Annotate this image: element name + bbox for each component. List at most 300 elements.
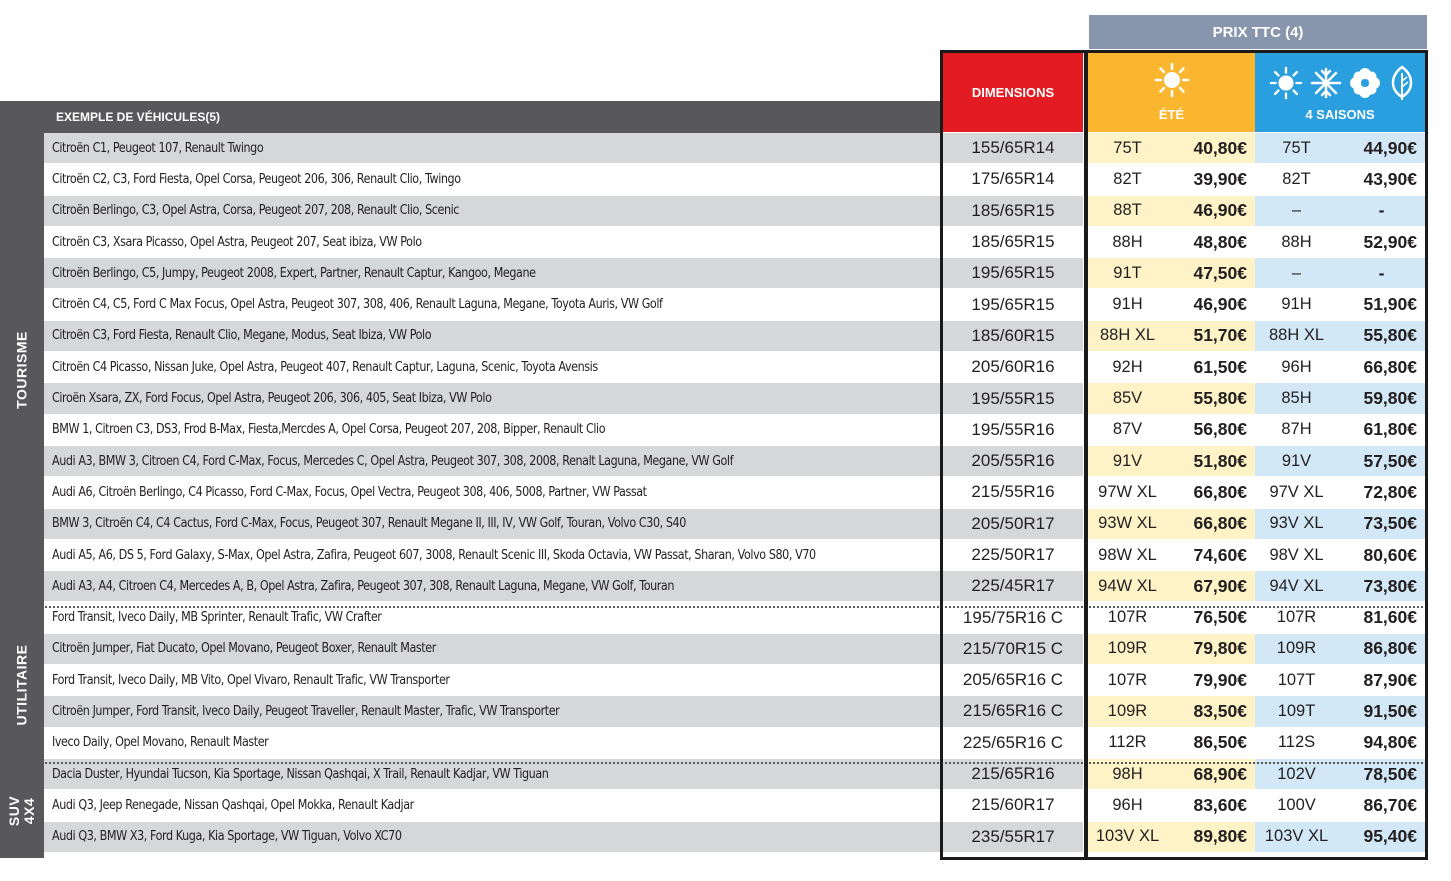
table-row: [44, 571, 1426, 602]
ete-code-cell: [1088, 227, 1167, 257]
category-tourisme: [0, 133, 44, 607]
ete-price-cell: [1167, 665, 1255, 695]
category-utilitaire: [0, 607, 44, 763]
ete-price-cell-text: 39,90€: [1193, 168, 1247, 189]
ete-price-cell-text: 67,90€: [1193, 575, 1247, 596]
vehicles-cell: [44, 696, 940, 726]
ete-price-cell-text: 79,90€: [1193, 669, 1247, 690]
ete-price-cell: [1167, 634, 1255, 664]
s4-price-cell-text: 57,50€: [1363, 450, 1417, 471]
vehicles-cell-text: Dacia Duster, Hyundai Tucson, Kia Sportage, Nissan Qashqai, X Trail, Renault Kadjar, VW Tiguan: [52, 766, 549, 782]
leaf-icon: [1389, 65, 1415, 101]
s4-price-cell: [1338, 133, 1425, 163]
s4-price-cell-text: -: [1378, 262, 1385, 283]
vehicles-cell: [44, 634, 940, 664]
ete-label: ÉTÉ: [1158, 107, 1185, 122]
prix-ttc-header: [1089, 15, 1427, 49]
s4-price-cell-text: 73,50€: [1363, 513, 1417, 534]
vehicles-header: [0, 101, 940, 133]
dimension-cell-text: 195/55R15: [971, 388, 1055, 408]
ete-price-cell: [1167, 227, 1255, 257]
s4-code-cell-text: 107R: [1276, 608, 1317, 627]
ete-code-cell-text: 85V: [1112, 389, 1143, 408]
ete-price-cell-text: 51,80€: [1193, 450, 1247, 471]
category-suv-line2: 4X4: [21, 797, 37, 824]
s4-price-cell-text: 86,70€: [1363, 794, 1417, 815]
s4-price-cell-text: 66,80€: [1363, 356, 1417, 377]
s4-price-cell: [1338, 446, 1425, 476]
s4-code-cell-text: 93V XL: [1269, 514, 1324, 533]
s4-code-cell-text: –: [1291, 201, 1302, 220]
ete-code-cell-text: 93W XL: [1098, 514, 1157, 533]
s4-code-cell-text: 75T: [1282, 138, 1311, 157]
ete-code-cell: [1088, 164, 1167, 194]
vehicles-cell-text: Citroën Jumper, Fiat Ducato, Opel Movano, Peugeot Boxer, Renault Master: [52, 641, 436, 657]
s4-code-cell: [1255, 446, 1338, 476]
vehicles-cell: [44, 258, 940, 288]
vehicles-cell-text: Audi A3, A4, Citroen C4, Mercedes A, B, Opel Astra, Zafira, Peugeot 307, 308, Renault Laguna, Megane, VW Golf, Touran: [52, 578, 675, 594]
ete-code-cell-text: 112R: [1108, 733, 1147, 752]
s4-price-cell: [1338, 665, 1425, 695]
ete-price-cell-text: 46,90€: [1193, 200, 1247, 221]
table-row: [44, 477, 1426, 508]
ete-price-cell: [1167, 415, 1255, 445]
ete-price-cell: [1167, 289, 1255, 319]
dimension-cell: [943, 258, 1083, 288]
snowflake-icon: [1310, 67, 1342, 99]
dimension-cell-text: 185/65R15: [971, 200, 1055, 220]
dimension-cell-text: 155/65R14: [971, 138, 1055, 158]
ete-header: [1088, 52, 1255, 132]
s4-price-cell-text: 95,40€: [1363, 826, 1417, 847]
dimension-cell-text: 195/65R15: [971, 294, 1055, 314]
ete-price-cell: [1167, 696, 1255, 726]
s4-price-cell-text: 44,90€: [1363, 137, 1417, 158]
vehicles-cell: [44, 321, 940, 351]
s4-code-cell: [1255, 321, 1338, 351]
ete-code-cell-text: 94W XL: [1098, 576, 1157, 595]
dimension-cell-text: 215/65R16: [971, 764, 1055, 784]
table-row: [44, 164, 1426, 195]
s4-code-cell-text: 87H: [1281, 420, 1312, 439]
table-row: [44, 696, 1426, 727]
dimension-cell: [943, 164, 1083, 194]
dimension-cell-text: 185/65R15: [971, 232, 1055, 252]
ete-code-cell-text: 107R: [1107, 608, 1148, 627]
vehicles-cell: [44, 728, 940, 758]
table-row: [44, 352, 1426, 383]
ete-code-cell-text: 103V XL: [1095, 827, 1160, 846]
vehicles-cell: [44, 415, 940, 445]
saisons-header: [1255, 52, 1425, 132]
s4-code-cell-text: 112S: [1277, 733, 1316, 752]
ete-price-cell-text: 66,80€: [1193, 513, 1247, 534]
dimension-cell: [943, 289, 1083, 319]
dimension-cell-text: 195/55R16: [971, 419, 1055, 439]
vehicles-cell: [44, 477, 940, 507]
ete-price-cell: [1167, 540, 1255, 570]
ete-price-cell-text: 61,50€: [1193, 356, 1247, 377]
ete-code-cell-text: 88H XL: [1099, 326, 1156, 345]
table-row: [44, 289, 1426, 320]
dimension-cell: [943, 446, 1083, 476]
s4-price-cell-text: 78,50€: [1363, 763, 1417, 784]
s4-price-cell: [1338, 696, 1425, 726]
s4-price-cell: [1338, 415, 1425, 445]
ete-code-cell-text: 75T: [1113, 138, 1142, 157]
ete-code-cell: [1088, 196, 1167, 226]
vehicles-cell-text: Citroën C4, C5, Ford C Max Focus, Opel Astra, Peugeot 307, 308, 406, Renault Laguna, Megane, Toyota Auris, VW Golf: [52, 297, 663, 313]
s4-price-cell: [1338, 571, 1425, 601]
dimension-cell-text: 195/75R16 C: [962, 607, 1064, 627]
ete-price-cell: [1167, 509, 1255, 539]
s4-code-cell: [1255, 196, 1338, 226]
ete-price-cell-text: 40,80€: [1193, 137, 1247, 158]
dimensions-header: [943, 52, 1083, 132]
table-row: [44, 383, 1426, 414]
dimension-cell-text: 215/55R16: [971, 482, 1055, 502]
dimension-cell: [943, 383, 1083, 413]
dimension-cell-text: 215/60R17: [971, 795, 1055, 815]
dimension-cell-text: 215/65R16 C: [962, 701, 1064, 721]
ete-code-cell: [1088, 477, 1167, 507]
vehicles-cell-text: BMW 3, Citroën C4, C4 Cactus, Ford C-Max, Focus, Peugeot 307, Renault Megane II, III, IV, VW Golf, Touran, Volvo C30, S40: [52, 516, 686, 532]
ete-price-cell-text: 48,80€: [1193, 231, 1247, 252]
category-divider: [0, 762, 1427, 764]
category-tourisme-label: TOURISME: [13, 331, 30, 409]
vehicles-header-label: EXEMPLE DE VÉHICULES(5): [56, 110, 221, 124]
category-suv: [0, 763, 44, 858]
ete-code-cell: [1088, 696, 1167, 726]
category-suv-label: [7, 795, 37, 825]
s4-code-cell: [1255, 289, 1338, 319]
vehicles-cell-text: Ford Transit, Iveco Daily, MB Sprinter, Renault Trafic, VW Crafter: [52, 610, 382, 626]
s4-price-cell-text: 51,90€: [1363, 294, 1417, 315]
dimension-cell: [943, 477, 1083, 507]
dimension-cell-text: 185/60R15: [971, 325, 1055, 345]
dimension-cell-text: 225/65R16 C: [962, 732, 1064, 752]
s4-code-cell-text: 102V: [1277, 764, 1316, 783]
sun-icon: [1269, 66, 1303, 100]
s4-code-cell: [1255, 227, 1338, 257]
s4-price-cell: [1338, 790, 1425, 820]
s4-price-cell-text: 94,80€: [1363, 732, 1417, 753]
dimension-cell-text: 175/65R14: [971, 169, 1055, 189]
vehicles-cell-text: Citroën C2, C3, Ford Fiesta, Opel Corsa, Peugeot 206, 306, Renault Clio, Twingo: [52, 171, 461, 187]
s4-code-cell: [1255, 696, 1338, 726]
ete-code-cell-text: 91T: [1113, 263, 1142, 282]
s4-code-cell: [1255, 258, 1338, 288]
table-row: [44, 790, 1426, 821]
ete-code-cell-text: 109R: [1107, 701, 1148, 720]
s4-price-cell: [1338, 227, 1425, 257]
s4-price-cell: [1338, 540, 1425, 570]
ete-price-cell: [1167, 728, 1255, 758]
s4-code-cell-text: 85H: [1281, 389, 1312, 408]
saisons-label: 4 SAISONS: [1305, 107, 1375, 122]
vehicles-cell-text: Citroën Berlingo, C5, Jumpy, Peugeot 2008, Expert, Partner, Renault Captur, Kangoo, Megane: [52, 265, 536, 281]
ete-price-cell-text: 79,80€: [1193, 638, 1247, 659]
dimension-cell-text: 205/50R17: [971, 513, 1055, 533]
ete-code-cell: [1088, 634, 1167, 664]
vehicles-cell-text: Audi A5, A6, DS 5, Ford Galaxy, S-Max, Opel Astra, Zafira, Peugeot 607, 3008, Renault Scenic III, Skoda Octavia, VW Passat, Sharan, Volvo S80, V70: [52, 547, 816, 563]
s4-code-cell-text: –: [1291, 263, 1302, 282]
ete-price-cell-text: 89,80€: [1193, 826, 1247, 847]
vehicles-cell-text: Audi Q3, Jeep Renegade, Nissan Qashqai, Opel Mokka, Renault Kadjar: [52, 797, 414, 813]
ete-price-cell: [1167, 196, 1255, 226]
s4-code-cell: [1255, 133, 1338, 163]
ete-price-cell-text: 66,80€: [1193, 481, 1247, 502]
ete-price-cell-text: 51,70€: [1193, 325, 1247, 346]
dimension-cell: [943, 133, 1083, 163]
ete-price-cell: [1167, 164, 1255, 194]
s4-code-cell: [1255, 571, 1338, 601]
dimension-cell: [943, 196, 1083, 226]
s4-code-cell: [1255, 728, 1338, 758]
vehicles-cell: [44, 540, 940, 570]
tire-table: [44, 133, 1426, 853]
ete-code-cell: [1088, 509, 1167, 539]
dimension-cell: [943, 571, 1083, 601]
ete-price-cell-text: 56,80€: [1193, 419, 1247, 440]
s4-price-cell: [1338, 383, 1425, 413]
vehicles-cell-text: Citroën C4 Picasso, Nissan Juke, Opel Astra, Peugeot 407, Renault Captur, Laguna, Scenic, Toyota Avensis: [52, 359, 598, 375]
ete-price-cell: [1167, 822, 1255, 852]
dimension-cell: [943, 696, 1083, 726]
dimension-cell-text: 205/60R16: [971, 357, 1055, 377]
ete-code-cell-text: 98H: [1112, 764, 1143, 783]
vehicles-cell: [44, 665, 940, 695]
s4-code-cell: [1255, 415, 1338, 445]
s4-price-cell: [1338, 196, 1425, 226]
s4-price-cell-text: 73,80€: [1363, 575, 1417, 596]
ete-code-cell-text: 88H: [1112, 232, 1143, 251]
vehicles-cell-text: Audi A6, Citroën Berlingo, C4 Picasso, Ford C-Max, Focus, Opel Vectra, Peugeot 308, 406, 5008, Partner, VW Passat: [52, 484, 647, 500]
ete-code-cell-text: 91V: [1112, 451, 1143, 470]
table-row: [44, 446, 1426, 477]
vehicles-cell-text: BMW 1, Citroen C3, DS3, Frod B-Max, Fiesta,Mercdes A, Opel Corsa, Peugeot 207, 208, Bipper, Renault Clio: [52, 422, 606, 438]
s4-code-cell-text: 109T: [1277, 701, 1316, 720]
ete-price-cell: [1167, 383, 1255, 413]
ete-price-cell-text: 83,50€: [1193, 700, 1247, 721]
table-row: [44, 196, 1426, 227]
dimension-cell: [943, 790, 1083, 820]
s4-price-cell: [1338, 289, 1425, 319]
vehicles-cell: [44, 164, 940, 194]
dimension-cell-text: 225/50R17: [971, 545, 1055, 564]
table-row: [44, 321, 1426, 352]
s4-price-cell-text: 55,80€: [1363, 325, 1417, 346]
ete-code-cell-text: 107R: [1107, 670, 1148, 689]
s4-price-cell-text: 80,60€: [1363, 544, 1417, 565]
vehicles-cell: [44, 196, 940, 226]
ete-price-cell: [1167, 790, 1255, 820]
s4-code-cell: [1255, 790, 1338, 820]
vehicles-cell: [44, 352, 940, 382]
dimension-cell-text: 205/55R16: [971, 451, 1055, 471]
dimension-cell: [943, 540, 1083, 570]
s4-code-cell: [1255, 509, 1338, 539]
s4-code-cell: [1255, 477, 1338, 507]
s4-price-cell: [1338, 164, 1425, 194]
s4-code-cell-text: 91V: [1281, 451, 1312, 470]
ete-code-cell-text: 96H: [1112, 795, 1143, 814]
vehicles-cell-text: Citroën Berlingo, C3, Opel Astra, Corsa, Peugeot 207, 208, Renault Clio, Scenic: [52, 203, 460, 219]
ete-code-cell: [1088, 790, 1167, 820]
ete-code-cell: [1088, 446, 1167, 476]
s4-price-cell: [1338, 477, 1425, 507]
ete-price-cell: [1167, 446, 1255, 476]
ete-price-cell-text: 86,50€: [1193, 732, 1247, 753]
s4-price-cell-text: 52,90€: [1363, 231, 1417, 252]
s4-price-cell-text: 91,50€: [1363, 700, 1417, 721]
table-row: [44, 258, 1426, 289]
vehicles-cell: [44, 822, 940, 852]
vehicles-cell-text: Ciroën Xsara, ZX, Ford Focus, Opel Astra, Peugeot 206, 306, 405, Seat Ibiza, VW Polo: [52, 391, 492, 407]
vehicles-cell: [44, 790, 940, 820]
ete-price-cell-text: 68,90€: [1193, 763, 1247, 784]
ete-price-cell-text: 55,80€: [1193, 388, 1247, 409]
ete-price-cell: [1167, 477, 1255, 507]
vehicles-cell-text: Audi Q3, BMW X3, Ford Kuga, Kia Sportage, VW Tiguan, Volvo XC70: [52, 829, 402, 845]
category-utilitaire-label: UTILITAIRE: [13, 644, 30, 726]
dimension-cell: [943, 509, 1083, 539]
dimension-cell: [943, 415, 1083, 445]
dimensions-label: DIMENSIONS: [971, 84, 1055, 100]
ete-code-cell-text: 97W XL: [1098, 482, 1157, 501]
ete-code-cell: [1088, 383, 1167, 413]
s4-price-cell-text: 72,80€: [1363, 481, 1417, 502]
s4-code-cell: [1255, 634, 1338, 664]
ete-code-cell-text: 87V: [1112, 420, 1143, 439]
sun-icon: [1154, 62, 1190, 98]
category-divider: [0, 606, 1427, 608]
dimension-cell: [943, 227, 1083, 257]
dimension-cell-text: 195/65R15: [971, 263, 1055, 283]
ete-price-cell: [1167, 571, 1255, 601]
s4-code-cell-text: 100V: [1277, 795, 1316, 814]
dimension-cell-text: 215/70R15 C: [962, 638, 1064, 658]
ete-price-cell-text: 47,50€: [1193, 262, 1247, 283]
s4-price-cell-text: 59,80€: [1363, 388, 1417, 409]
s4-price-cell: [1338, 321, 1425, 351]
ete-price-cell-text: 83,60€: [1193, 794, 1247, 815]
s4-code-cell-text: 109R: [1276, 639, 1317, 658]
vehicles-cell: [44, 571, 940, 601]
table-row: [44, 665, 1426, 696]
vehicles-cell-text: Citroën Jumper, Ford Transit, Iveco Daily, Peugeot Traveller, Renault Master, Trafic, VW Transporter: [52, 703, 560, 719]
ete-code-cell-text: 91H: [1112, 295, 1143, 314]
vehicles-cell-text: Citroën C1, Peugeot 107, Renault Twingo: [52, 140, 264, 156]
table-row: [44, 634, 1426, 665]
table-row: [44, 540, 1426, 571]
dimension-cell-text: 205/65R16 C: [962, 670, 1064, 690]
flower-icon: [1349, 67, 1381, 99]
s4-code-cell-text: 88H: [1281, 232, 1312, 251]
s4-code-cell: [1255, 540, 1338, 570]
ete-price-cell: [1167, 258, 1255, 288]
s4-price-cell: [1338, 258, 1425, 288]
vehicles-cell-text: Audi A3, BMW 3, Citroen C4, Ford C-Max, Focus, Mercedes C, Opel Astra, Peugeot 307, 308, 2008, Renalt Laguna, Megane, VW Golf: [52, 453, 734, 469]
ete-code-cell: [1088, 133, 1167, 163]
s4-price-cell-text: 87,90€: [1363, 669, 1417, 690]
dimension-cell: [943, 634, 1083, 664]
ete-code-cell: [1088, 728, 1167, 758]
s4-code-cell-text: 97V XL: [1269, 482, 1324, 501]
ete-code-cell-text: 88T: [1113, 201, 1142, 220]
vehicles-cell: [44, 509, 940, 539]
table-row: [44, 133, 1426, 164]
ete-price-cell: [1167, 133, 1255, 163]
ete-code-cell-text: 98W XL: [1098, 545, 1157, 564]
s4-code-cell: [1255, 164, 1338, 194]
s4-code-cell-text: 96H: [1281, 357, 1312, 376]
s4-code-cell: [1255, 822, 1338, 852]
vehicles-cell-text: Citroën C3, Xsara Picasso, Opel Astra, Peugeot 207, Seat ibiza, VW Polo: [52, 234, 422, 250]
dimension-cell: [943, 352, 1083, 382]
dimension-cell-text: 225/45R17: [971, 576, 1055, 596]
vehicles-cell: [44, 227, 940, 257]
s4-code-cell-text: 88H XL: [1268, 326, 1325, 345]
s4-price-cell-text: 86,80€: [1363, 638, 1417, 659]
vehicles-cell: [44, 446, 940, 476]
table-row: [44, 822, 1426, 853]
ete-code-cell: [1088, 415, 1167, 445]
s4-price-cell: [1338, 352, 1425, 382]
table-row: [44, 415, 1426, 446]
ete-code-cell-text: 92H: [1112, 357, 1143, 376]
ete-code-cell-text: 82T: [1113, 169, 1142, 188]
s4-price-cell-text: 43,90€: [1363, 168, 1417, 189]
s4-price-cell-text: 81,60€: [1363, 607, 1417, 628]
ete-code-cell: [1088, 258, 1167, 288]
category-suv-line1: SUV: [6, 795, 22, 826]
dimension-cell-text: 235/55R17: [971, 826, 1055, 846]
ete-price-cell-text: 46,90€: [1193, 294, 1247, 315]
s4-code-cell-text: 103V XL: [1264, 827, 1329, 846]
ete-price-cell-text: 76,50€: [1193, 607, 1247, 628]
s4-price-cell-text: 61,80€: [1363, 419, 1417, 440]
s4-price-cell-text: -: [1378, 200, 1385, 221]
table-row: [44, 509, 1426, 540]
s4-price-cell: [1338, 509, 1425, 539]
vehicles-cell-text: Iveco Daily, Opel Movano, Renault Master: [52, 735, 269, 751]
vehicles-cell-text: Citroën C3, Ford Fiesta, Renault Clio, Megane, Modus, Seat Ibiza, VW Polo: [52, 328, 432, 344]
ete-code-cell: [1088, 665, 1167, 695]
dimension-cell: [943, 822, 1083, 852]
ete-code-cell: [1088, 822, 1167, 852]
s4-code-cell-text: 94V XL: [1269, 576, 1324, 595]
s4-code-cell-text: 107T: [1277, 670, 1316, 689]
s4-code-cell-text: 82T: [1282, 169, 1311, 188]
s4-code-cell-text: 98V XL: [1269, 545, 1324, 564]
s4-price-cell: [1338, 728, 1425, 758]
s4-code-cell: [1255, 665, 1338, 695]
s4-code-cell-text: 91H: [1281, 295, 1312, 314]
ete-price-cell-text: 74,60€: [1193, 544, 1247, 565]
ete-code-cell: [1088, 321, 1167, 351]
vehicles-cell: [44, 133, 940, 163]
ete-price-cell: [1167, 352, 1255, 382]
s4-price-cell: [1338, 634, 1425, 664]
s4-code-cell: [1255, 352, 1338, 382]
ete-price-cell: [1167, 321, 1255, 351]
ete-code-cell: [1088, 289, 1167, 319]
s4-code-cell: [1255, 383, 1338, 413]
dimension-cell: [943, 665, 1083, 695]
table-row: [44, 227, 1426, 258]
ete-code-cell: [1088, 352, 1167, 382]
